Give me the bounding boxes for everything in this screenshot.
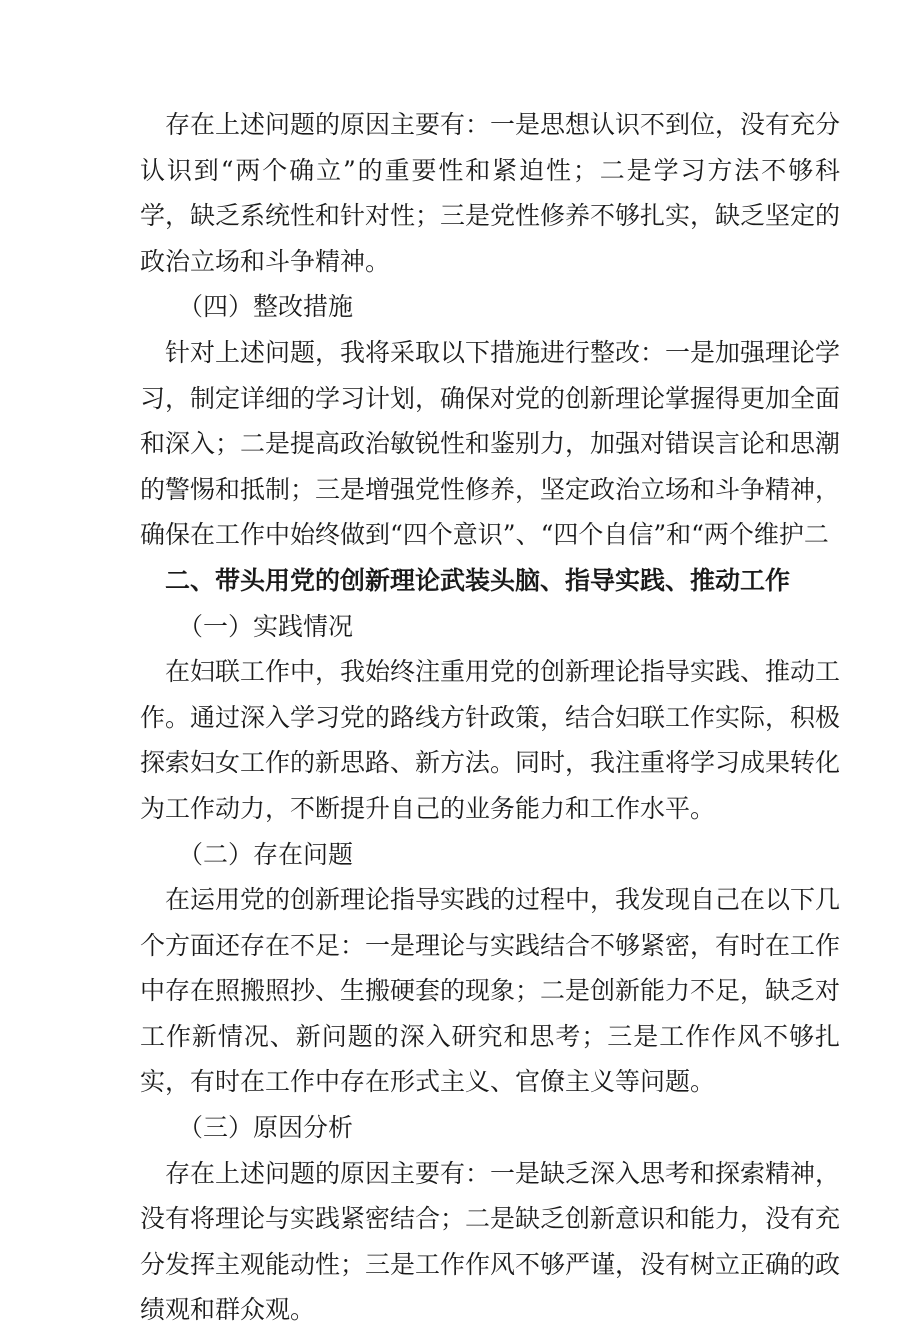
paragraph-cause-analysis-1: 存在上述问题的原因主要有：一是思想认识不到位，没有充分认识到“两个确立”的重要性和紧迫性；二是学习方法不够科学，缺乏系统性和针对性；三是党性修养不够扎实，缺乏坚定的政治立场和斗争精神。 <box>140 110 841 276</box>
paragraph-problems: 在运用党的创新理论指导实践的过程中，我发现自己在以下几个方面还存在不足：一是理论与实践结合不够紧密，有时在工作中存在照搬照抄、生搬硬套的现象；二是创新能力不足，缺乏对工作新情况、新问题的深入研究和思考；三是工作作风不够扎实，有时在工作中存在形式主义、官僚主义等问题。 <box>140 885 841 1097</box>
paragraph-rectification: 针对上述问题，我将采取以下措施进行整改：一是加强理论学习，制定详细的学习计划，确保对党的创新理论掌握得更加全面和深入；二是提高政治敏锐性和鉴别力，加强对错误言论和思潮的警惕和抵制；三是增强党性修养，坚定政治立场和斗争精神，确保在工作中始终做到“四个意识”、“四个自信”和“两个维护二 <box>140 337 841 550</box>
document-page <box>140 102 840 1333</box>
subheading-problems: （二）存在问题 <box>178 839 354 869</box>
subheading-cause-analysis: （三）原因分析 <box>178 1113 354 1143</box>
paragraph-practice: 在妇联工作中，我始终注重用党的创新理论指导实践、推动工作。通过深入学习党的路线方针政策，结合妇联工作实际，积极探索妇女工作的新思路、新方法。同时，我注重将学习成果转化为工作动力，不断提升自己的业务能力和工作水平。 <box>140 657 841 823</box>
subheading-rectification: （四）整改措施 <box>178 292 354 322</box>
section-heading-2: 二、带头用党的创新理论武装头脑、指导实践、推动工作 <box>165 565 791 595</box>
paragraph-cause-analysis-2: 存在上述问题的原因主要有：一是缺乏深入思考和探索精神，没有将理论与实践紧密结合；二是缺乏创新意识和能力，没有充分发挥主观能动性；三是工作作风不够严谨，没有树立正确的政绩观和群众观。 <box>140 1158 841 1325</box>
subheading-practice: （一）实践情况 <box>178 611 354 641</box>
